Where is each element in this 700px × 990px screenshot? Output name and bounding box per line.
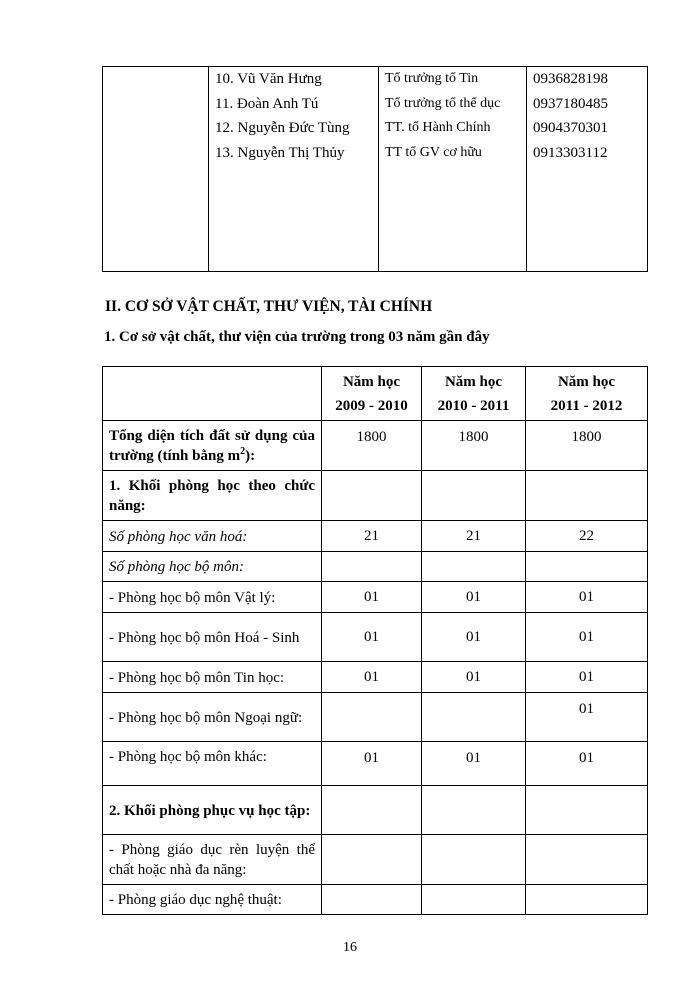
staff-phones-cell [527, 67, 648, 272]
staff-row [103, 67, 648, 272]
classroom-value: 22 [526, 521, 648, 552]
year-label: Năm học [342, 373, 401, 390]
chem-bio-room-value: 01 [422, 613, 526, 662]
pe-room-label: - Phòng giáo dục rèn luyện thể chất hoặc nhà đa năng: [103, 835, 322, 885]
classroom-label: Số phòng học văn hoá: [103, 521, 322, 552]
table-row [103, 521, 648, 552]
language-room-label: - Phòng học bộ môn Ngoại ngữ: [103, 693, 322, 742]
year-value: 2010 - 2011 [437, 397, 510, 414]
other-room-value: 01 [526, 742, 648, 786]
table-header-row [103, 367, 648, 421]
art-room-label: - Phòng giáo dục nghệ thuật: [103, 885, 322, 915]
language-room-value [422, 693, 526, 742]
staff-table [102, 66, 648, 272]
classroom-value: 21 [322, 521, 422, 552]
table-row [103, 582, 648, 613]
table-row [103, 421, 648, 471]
staff-role: Tổ trưởng tổ Tin [385, 71, 479, 86]
land-area-value: 1800 [322, 421, 422, 471]
table-row [103, 742, 648, 786]
it-room-label: - Phòng học bộ môn Tin học: [103, 662, 322, 693]
table-row [103, 885, 648, 915]
staff-name: 11. Đoàn Anh Tú [215, 95, 319, 112]
staff-name: 10. Vũ Văn Hưng [215, 71, 322, 87]
language-room-value: 01 [526, 693, 648, 742]
staff-phone: 0904370301 [533, 120, 608, 136]
table-row [103, 552, 648, 582]
table-row [103, 613, 648, 662]
year-header [422, 367, 526, 421]
table-row [103, 471, 648, 521]
year-label: Năm học [444, 373, 503, 390]
subsection-title: 1. Cơ sở vật chất, thư viện của trường trong 03 năm gần đây [104, 329, 490, 345]
land-area-label: Tổng diện tích đất sử dụng của trường (tính bằng $m^2$): [103, 421, 322, 471]
staff-phone: 0913303112 [533, 144, 608, 161]
table-row [103, 662, 648, 693]
staff-name: 12. Nguyễn Đức Tùng [215, 120, 350, 136]
staff-name: 13. Nguyễn Thị Thủy [215, 144, 345, 161]
block-2-label: 2. Khối phòng phục vụ học tập: [103, 786, 322, 835]
physics-room-value: 01 [526, 582, 648, 613]
physics-room-value: 01 [422, 582, 526, 613]
year-header [322, 367, 422, 421]
page-number: 16 [343, 940, 357, 955]
land-area-value: 1800 [526, 421, 648, 471]
block-1-label: 1. Khối phòng học theo chức năng: [103, 471, 322, 521]
physics-room-value: 01 [322, 582, 422, 613]
staff-empty-cell [103, 67, 209, 272]
subject-rooms-label: Số phòng học bộ môn: [103, 552, 322, 582]
land-area-value: 1800 [422, 421, 526, 471]
year-value: 2011 - 2012 [550, 397, 623, 414]
staff-names-cell [209, 67, 379, 272]
it-room-value: 01 [322, 662, 422, 693]
chem-bio-room-label: - Phòng học bộ môn Hoá - Sinh [103, 613, 322, 662]
year-value: 2009 - 2010 [335, 397, 408, 414]
staff-roles-cell [379, 67, 527, 272]
year-label: Năm học [557, 373, 616, 390]
other-room-value: 01 [422, 742, 526, 786]
staff-role: Tổ trưởng tổ thể dục [385, 95, 501, 111]
physics-room-label: - Phòng học bộ môn Vật lý: [103, 582, 322, 613]
other-room-value: 01 [322, 742, 422, 786]
facilities-table [102, 366, 648, 915]
table-row [103, 835, 648, 885]
table-row [103, 786, 648, 835]
it-room-value: 01 [422, 662, 526, 693]
staff-role: TT. tổ Hành Chính [385, 120, 491, 135]
staff-role: TT tổ GV cơ hữu [385, 144, 482, 160]
language-room-value [322, 693, 422, 742]
staff-phone: 0937180485 [533, 95, 608, 112]
staff-phone: 0936828198 [533, 71, 608, 87]
classroom-value: 21 [422, 521, 526, 552]
other-room-label: - Phòng học bộ môn khác: [103, 742, 322, 786]
chem-bio-room-value: 01 [526, 613, 648, 662]
header-empty-cell [103, 367, 322, 421]
chem-bio-room-value: 01 [322, 613, 422, 662]
section-title: II. CƠ SỞ VẬT CHẤT, THƯ VIỆN, TÀI CHÍNH [105, 298, 433, 315]
it-room-value: 01 [526, 662, 648, 693]
table-row [103, 693, 648, 742]
year-header [526, 367, 648, 421]
